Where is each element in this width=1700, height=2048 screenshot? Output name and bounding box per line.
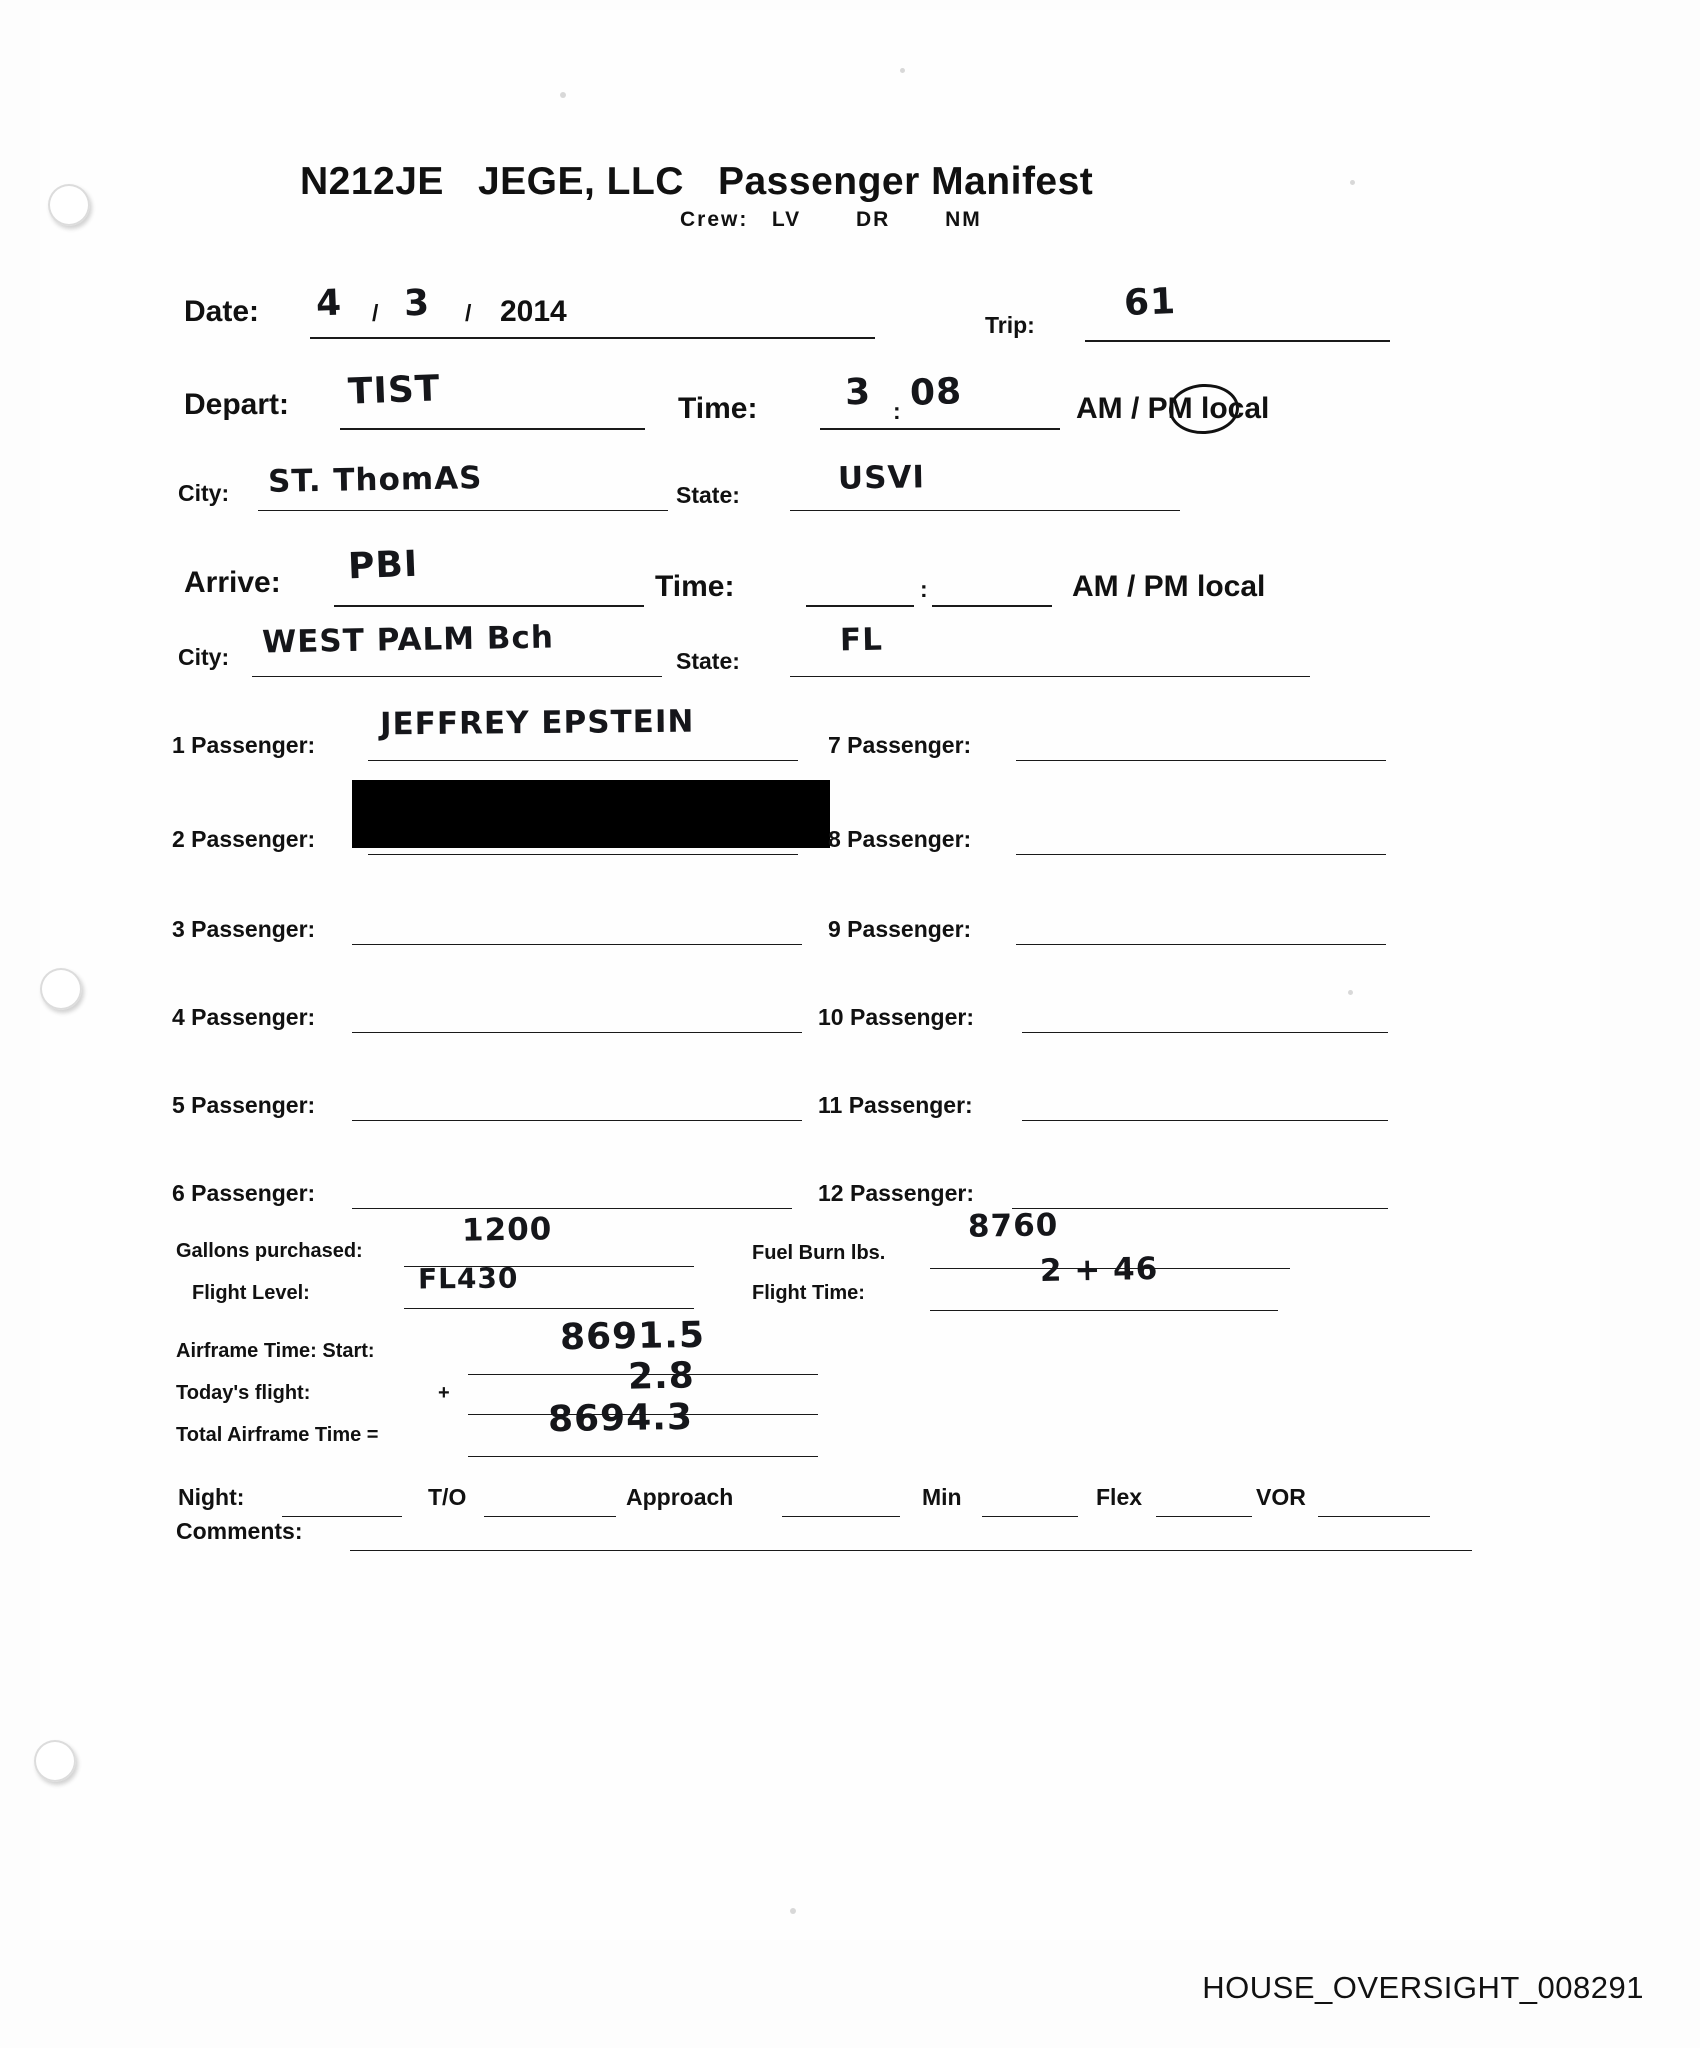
crew-line: Crew: LV DR NM	[680, 208, 982, 231]
passenger-rule-8	[1016, 854, 1386, 855]
depart-state-rule	[790, 510, 1180, 511]
vor-label: VOR	[1256, 1484, 1306, 1510]
binder-hole-top	[48, 184, 90, 226]
arrive-city-rule	[252, 676, 662, 677]
depart-state-label: State:	[676, 482, 740, 508]
date-label: Date:	[184, 295, 260, 328]
passenger-rule-9	[1016, 944, 1386, 945]
passenger-label-5: 5 Passenger:	[172, 1092, 316, 1118]
passenger-value-1: JEFFREY EPSTEIN	[379, 703, 695, 743]
document-header	[300, 160, 1300, 232]
passenger-label-4: 4 Passenger:	[172, 1004, 316, 1030]
arrive-time-colon: :	[920, 576, 928, 602]
passenger-label-2: 2 Passenger:	[172, 826, 316, 852]
arrive-value: PBI	[347, 543, 419, 588]
scan-speck	[1350, 180, 1355, 185]
date-sep1: /	[372, 300, 379, 326]
passenger-label-8: 8 Passenger:	[828, 826, 972, 852]
takeoff-label: T/O	[428, 1484, 467, 1510]
flight-time-value: 2 + 46	[1039, 1250, 1159, 1290]
night-rule	[282, 1516, 402, 1517]
flex-rule	[1156, 1516, 1252, 1517]
fuel-burn-value: 8760	[967, 1207, 1059, 1245]
passenger-rule-1	[368, 760, 798, 761]
passenger-label-10: 10 Passenger:	[818, 1004, 974, 1030]
arrive-time-rule-a	[806, 605, 914, 607]
passenger-rule-12	[1012, 1208, 1388, 1209]
passenger-rule-6	[352, 1208, 792, 1209]
approach-label: Approach	[626, 1484, 734, 1510]
depart-time-hour: 3	[844, 371, 872, 414]
arrive-time-rule-b	[932, 605, 1052, 607]
flight-level-value: FL430	[417, 1261, 519, 1296]
depart-time-min: 08	[909, 371, 963, 414]
gallons-purchased-label: Gallons purchased:	[176, 1240, 363, 1262]
gallons-purchased-value: 1200	[461, 1211, 553, 1249]
total-airframe-value: 8694.3	[547, 1396, 694, 1441]
airframe-start-label: Airframe Time: Start:	[176, 1340, 375, 1362]
date-day-value: 3	[403, 282, 431, 325]
redaction-bar-passenger-2	[352, 780, 830, 848]
page-title: N212JE JEGE, LLC Passenger Manifest	[300, 160, 1094, 203]
min-label: Min	[922, 1484, 962, 1510]
arrive-label: Arrive:	[184, 566, 281, 599]
comments-label: Comments:	[176, 1518, 303, 1544]
airframe-start-value: 8691.5	[559, 1314, 706, 1359]
depart-value: TIST	[347, 368, 442, 413]
passenger-rule-11	[1022, 1120, 1388, 1121]
night-label: Night:	[178, 1484, 245, 1510]
scan-speck	[900, 68, 905, 73]
passenger-label-6: 6 Passenger:	[172, 1180, 316, 1206]
passenger-label-3: 3 Passenger:	[172, 916, 316, 942]
date-rule	[310, 337, 875, 339]
binder-hole-middle	[40, 968, 82, 1010]
passenger-label-9: 9 Passenger:	[828, 916, 972, 942]
paper-background	[40, 10, 1600, 1940]
passenger-label-7: 7 Passenger:	[828, 732, 972, 758]
depart-city-rule	[258, 510, 668, 511]
total-airframe-rule	[468, 1456, 818, 1457]
scan-speck	[1348, 990, 1353, 995]
flex-label: Flex	[1096, 1484, 1143, 1510]
trip-label: Trip:	[985, 312, 1035, 338]
passenger-rule-7	[1016, 760, 1386, 761]
date-month-value: 4	[315, 282, 343, 325]
arrive-city-value: WEST PALM Bch	[261, 619, 555, 661]
passenger-rule-10	[1022, 1032, 1388, 1033]
arrive-state-label: State:	[676, 648, 740, 674]
arrive-state-value: FL	[839, 621, 884, 659]
flight-level-label: Flight Level:	[192, 1282, 310, 1304]
depart-rule	[340, 428, 645, 430]
arrive-time-label: Time:	[655, 570, 735, 603]
arrive-ampm-label: AM / PM local	[1072, 570, 1266, 603]
passenger-label-11: 11 Passenger:	[818, 1092, 973, 1118]
depart-label: Depart:	[184, 388, 290, 421]
depart-time-colon: :	[893, 398, 901, 424]
date-sep2: /	[465, 300, 472, 326]
scan-speck	[790, 1908, 796, 1914]
depart-time-label: Time:	[678, 392, 758, 425]
passenger-rule-5	[352, 1120, 802, 1121]
fuel-burn-label: Fuel Burn lbs.	[752, 1242, 886, 1264]
date-year-value: 2014	[500, 295, 567, 328]
flight-time-rule	[930, 1310, 1278, 1311]
scan-speck	[560, 92, 566, 98]
passenger-rule-2	[368, 854, 798, 855]
todays-flight-label: Today's flight:	[176, 1382, 311, 1404]
depart-time-rule	[820, 428, 1060, 430]
trip-value: 61	[1123, 281, 1177, 324]
trip-rule	[1085, 340, 1390, 342]
vor-rule	[1318, 1516, 1430, 1517]
min-rule	[982, 1516, 1078, 1517]
depart-state-value: USVI	[837, 459, 926, 497]
arrive-rule	[334, 605, 644, 607]
bates-stamp: HOUSE_OVERSIGHT_008291	[1202, 1970, 1644, 2005]
total-airframe-label: Total Airframe Time =	[176, 1424, 379, 1446]
passenger-label-12: 12 Passenger:	[818, 1180, 974, 1206]
comments-rule	[350, 1550, 1472, 1551]
todays-flight-plus: +	[438, 1382, 450, 1404]
arrive-state-rule	[790, 676, 1310, 677]
takeoff-rule	[484, 1516, 616, 1517]
passenger-rule-4	[352, 1032, 802, 1033]
binder-hole-bottom	[34, 1740, 76, 1782]
depart-city-label: City:	[178, 480, 230, 506]
approach-rule	[782, 1516, 900, 1517]
flight-time-label: Flight Time:	[752, 1282, 865, 1304]
flight-level-rule	[404, 1308, 694, 1309]
passenger-rule-3	[352, 944, 802, 945]
passenger-label-1: 1 Passenger:	[172, 732, 316, 758]
depart-ampm-label: AM / PM local	[1076, 392, 1270, 425]
arrive-city-label: City:	[178, 644, 230, 670]
depart-city-value: ST. ThomAS	[267, 460, 483, 500]
todays-flight-value: 2.8	[627, 1355, 696, 1398]
